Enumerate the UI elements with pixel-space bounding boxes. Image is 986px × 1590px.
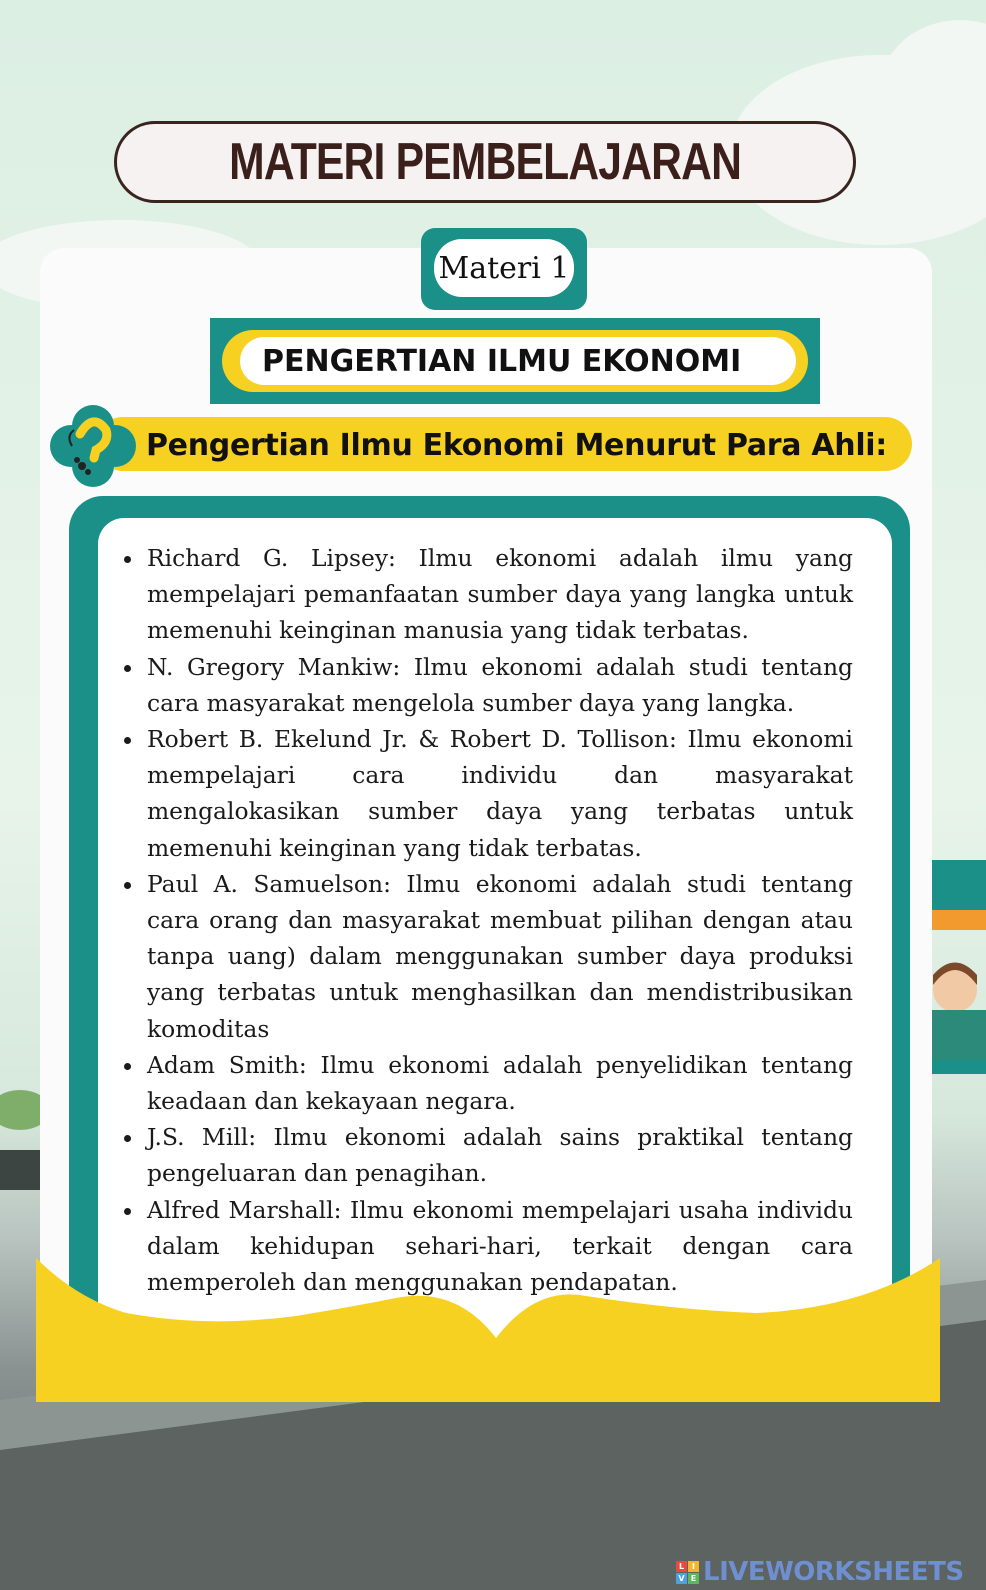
list-item: Paul A. Samuelson: Ilmu ekonomi adalah studi tentang cara orang dan masyarakat membuat pilihan dengan atau tanpa uang) dalam menggunakan sumber daya produksi yang terbatas untuk menghasilkan dan mendistribusikan komoditas [147, 866, 853, 1047]
list-item: Alfred Marshall: Ilmu ekonomi mempelajari usaha individu dalam kehidupan sehari-hari, terkait dengan cara memperoleh dan menggunakan pendapatan. [147, 1192, 853, 1301]
page-title: MATERI PEMBELAJARAN [229, 133, 741, 191]
section-subtitle: PENGERTIAN ILMU EKONOMI [240, 337, 796, 385]
list-item: Richard G. Lipsey: Ilmu ekonomi adalah ilmu yang mempelajari pemanfaatan sumber daya yang langka untuk memenuhi keinginan manusia yang tidak terbatas. [147, 540, 853, 649]
section-heading: Pengertian Ilmu Ekonomi Menurut Para Ahli: [146, 427, 887, 463]
definitions-list [147, 540, 853, 1300]
materi-badge: Materi 1 [434, 239, 574, 297]
title-banner [114, 121, 856, 203]
list-item: N. Gregory Mankiw: Ilmu ekonomi adalah studi tentang cara masyarakat mengelola sumber daya yang langka. [147, 649, 853, 721]
clover-icon [44, 400, 142, 492]
list-item: Adam Smith: Ilmu ekonomi adalah penyelidikan tentang keadaan dan kekayaan negara. [147, 1047, 853, 1119]
list-item: J.S. Mill: Ilmu ekonomi adalah sains praktikal tentang pengeluaran dan penagihan. [147, 1119, 853, 1191]
watermark-text: LIVEWORKSHEETS [703, 1557, 964, 1587]
list-item: Robert B. Ekelund Jr. & Robert D. Tollison: Ilmu ekonomi mempelajari cara individu dan masyarakat mengalokasikan sumber daya yang terbatas untuk memenuhi keinginan yang tidak terbatas. [147, 721, 853, 866]
liveworksheets-logo-icon: L I V E [676, 1561, 699, 1584]
liveworksheets-watermark [676, 1558, 964, 1586]
